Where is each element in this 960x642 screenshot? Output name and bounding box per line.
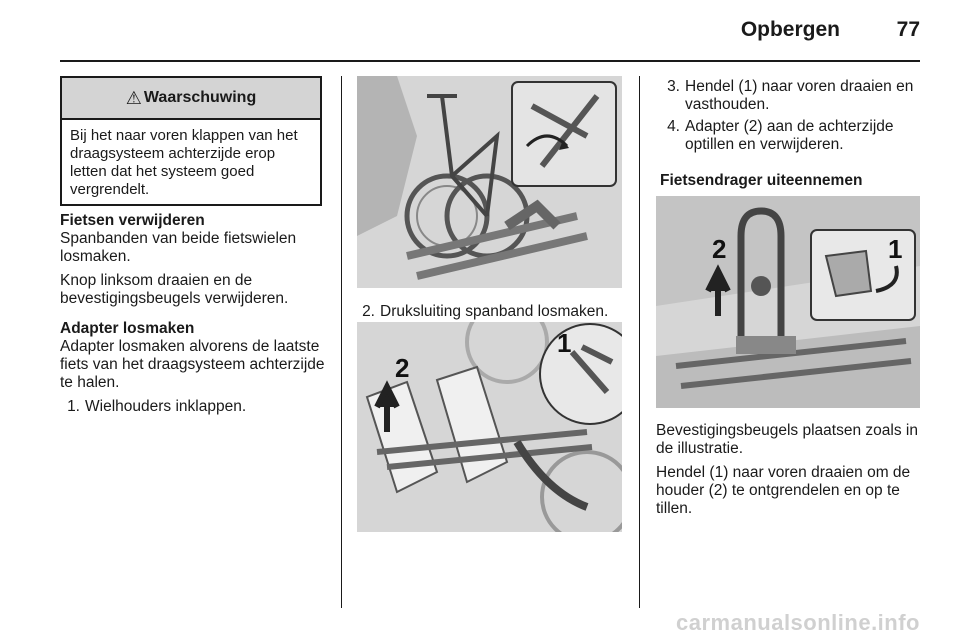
- watermark: carmanualsonline.info: [676, 610, 920, 635]
- section-title: Opbergen: [740, 18, 840, 41]
- column-2-step-2: [355, 303, 635, 321]
- column-divider: [341, 76, 342, 608]
- page-number: 77: [896, 18, 920, 41]
- paragraph: Adapter losmaken alvorens de laatste fiets van het draagsysteem achterzijde te halen.: [60, 338, 325, 391]
- column-3-text: [660, 78, 925, 190]
- list-number: 4.: [667, 118, 680, 135]
- illustration-carrier-disassembly: [656, 196, 920, 408]
- list-text: Wielhouders inklappen.: [85, 398, 247, 415]
- illustration-adapter: [357, 322, 622, 532]
- warning-triangle-icon: ⚠: [125, 87, 142, 108]
- warning-text: Bij het naar voren klappen van het draagsysteem achterzijde erop letten dat het systeem goed vergrendelt.: [70, 127, 298, 198]
- column-divider: [639, 76, 640, 608]
- paragraph: Hendel (1) naar voren draaien om de houder (2) te ontgrendelen en op te tillen.: [656, 464, 911, 517]
- illustration-bike-on-carrier: [357, 76, 622, 288]
- column-3-lower-text: [656, 422, 931, 524]
- column-1-text: [60, 212, 330, 416]
- figure-label-2: 2: [712, 234, 727, 264]
- list-item: [355, 303, 635, 321]
- list-number: 3.: [667, 78, 680, 95]
- figure-label-1: 1: [888, 234, 903, 264]
- heading-adapter-losmaken: Adapter losmaken: [60, 320, 195, 337]
- list-text: Adapter (2) aan de achterzijde optillen en verwijderen.: [685, 118, 894, 153]
- list-number: 2.: [362, 303, 375, 320]
- figure-label-1: 1: [557, 328, 572, 358]
- warning-heading: [62, 78, 320, 120]
- figure-label-2: 2: [395, 353, 410, 383]
- heading-fietsendrager-uiteennemen: Fietsendrager uiteennemen: [660, 172, 863, 189]
- paragraph: Knop linksom draaien en de bevestigingsbeugels verwijderen.: [60, 272, 289, 307]
- list-text: Druksluiting spanband losmaken.: [380, 303, 609, 320]
- paragraph: Bevestigingsbeugels plaatsen zoals in de illustratie.: [656, 422, 918, 457]
- list-number: 1.: [67, 398, 80, 415]
- list-item: [660, 118, 925, 154]
- list-text: Hendel (1) naar voren draaien en vasthouden.: [685, 78, 914, 113]
- warning-box: [60, 76, 322, 206]
- paragraph: Spanbanden van beide fietswielen losmaken.: [60, 230, 297, 265]
- header-rule: [60, 60, 920, 62]
- warning-heading-text: Waarschuwing: [143, 89, 257, 106]
- list-item: [60, 398, 330, 416]
- heading-fietsen-verwijderen: Fietsen verwijderen: [60, 212, 205, 229]
- list-item: [660, 78, 925, 114]
